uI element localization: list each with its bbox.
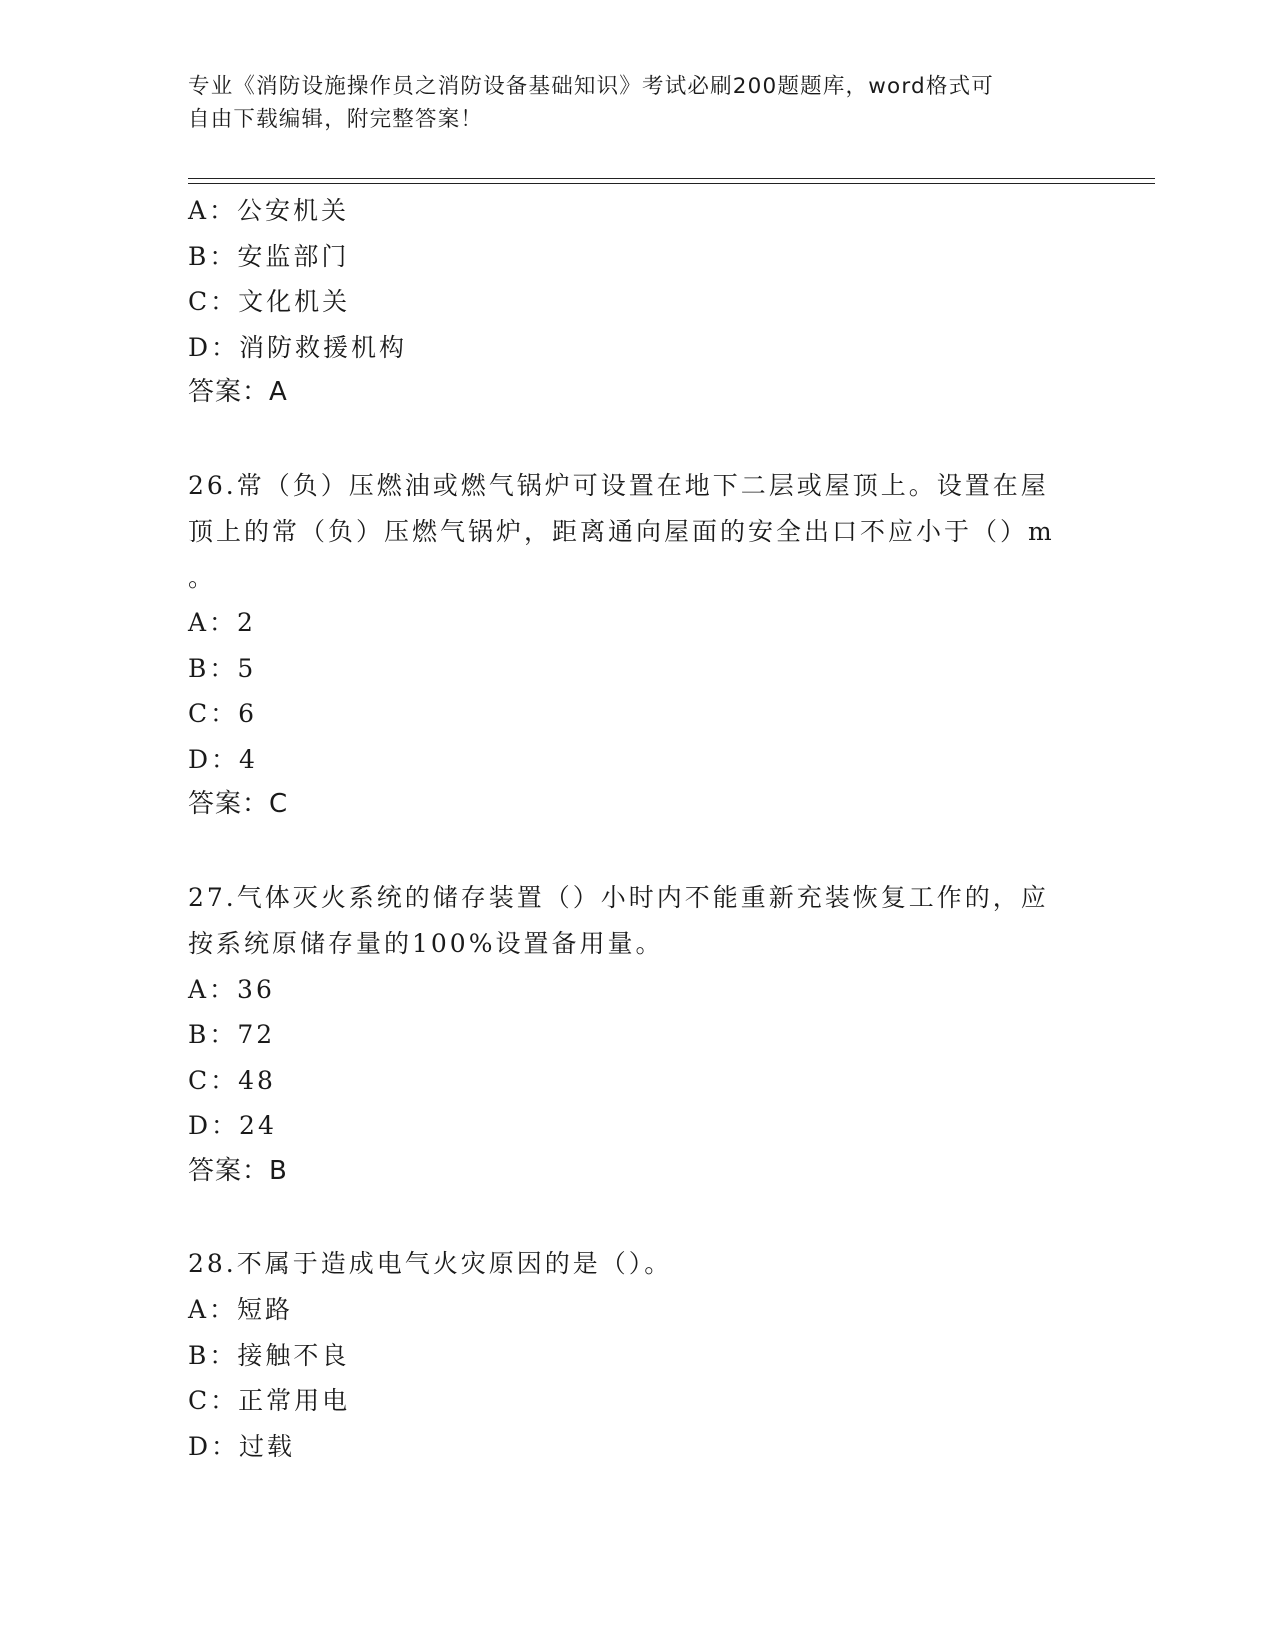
- spacer: [188, 828, 1088, 875]
- q25-option-c: C：文化机关: [188, 287, 351, 316]
- header-line-1: 专业《消防设施操作员之消防设备基础知识》考试必刷200题题库，word格式可: [188, 74, 994, 99]
- q26-stem-line-2: 顶上的常（负）压燃气锅炉，距离通向屋面的安全出口不应小于（）m: [188, 516, 1055, 546]
- q25-option-d: D：消防救援机构: [188, 332, 408, 362]
- q26-stem-line-3: 。: [188, 562, 217, 592]
- q26-option-b: B：5: [188, 653, 257, 683]
- q28-option-a: A：短路: [188, 1295, 294, 1324]
- question-26-block: [188, 463, 1088, 828]
- document-header: [188, 70, 1088, 136]
- q26-option-c: C：6: [188, 699, 258, 728]
- q27-stem-line-1: 27.气体灭火系统的储存装置（）小时内不能重新充装恢复工作的，应: [188, 882, 1049, 912]
- spacer: [188, 416, 1088, 463]
- q28-option-b: B：接触不良: [188, 1340, 350, 1370]
- question-25-block: [188, 188, 1088, 416]
- q26-option-d: D：4: [188, 744, 258, 774]
- question-28-block: [188, 1241, 1088, 1469]
- spacer: [188, 1194, 1088, 1241]
- header-line-2: 自由下载编辑，附完整答案！: [188, 107, 484, 132]
- header-divider-bottom: [188, 183, 1155, 184]
- q27-option-a: A：36: [188, 974, 275, 1004]
- q26-stem-line-1: 26.常（负）压燃油或燃气锅炉可设置在地下二层或屋顶上。设置在屋: [188, 470, 1049, 500]
- q28-stem-line-1: 28.不属于造成电气火灾原因的是（）。: [188, 1249, 673, 1278]
- q27-option-b: B：72: [188, 1020, 276, 1049]
- question-list: [188, 188, 1088, 1469]
- q25-option-b: B：安监部门: [188, 241, 350, 271]
- q26-answer: 答案：C: [188, 789, 289, 819]
- q28-option-c: C：正常用电: [188, 1386, 351, 1415]
- q27-option-d: D：24: [188, 1111, 277, 1140]
- question-27-block: [188, 875, 1088, 1195]
- q28-option-d: D：过载: [188, 1431, 296, 1461]
- q25-answer: 答案：A: [188, 377, 288, 407]
- header-divider-top: [188, 178, 1155, 179]
- q27-option-c: C：48: [188, 1065, 276, 1095]
- q27-stem-line-2: 按系统原储存量的100%设置备用量。: [188, 928, 664, 958]
- q26-option-a: A：2: [188, 608, 256, 637]
- q27-answer: 答案：B: [188, 1155, 288, 1186]
- q25-option-a: A：公安机关: [188, 196, 350, 225]
